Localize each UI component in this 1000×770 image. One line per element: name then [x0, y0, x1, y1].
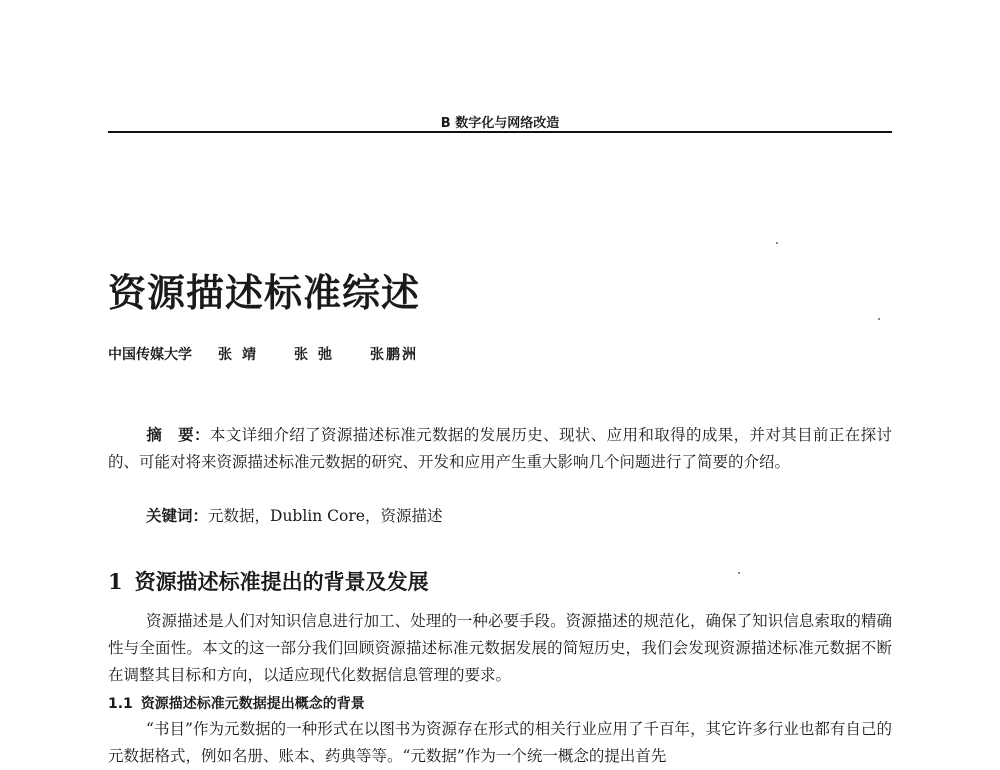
subsection-body: “书目”作为元数据的一种形式在以图书为资源存在形式的相关行业应用了千百年，其它许多行业也都有自己的元数据格式，例如名册、账本、药典等等。“元数据”作为一个统一概念的提出首先 [108, 720, 892, 765]
running-header: B 数字化与网络改造 [440, 116, 560, 131]
author-name: 张靖 [218, 347, 266, 363]
scan-speck [776, 242, 778, 244]
abstract [108, 422, 892, 476]
header-rule [108, 131, 892, 133]
subsection-heading [108, 693, 365, 713]
section-body: 资源描述是人们对知识信息进行加工、处理的一种必要手段。资源描述的规范化，确保了知识信息索取的精确性与全面性。本文的这一部分我们回顾资源描述标准元数据发展的简短历史，我们会发现资源描述标准元数据不断在调整其目标和方向，以适应现代化数据信息管理的要求。 [108, 612, 892, 684]
section-heading [108, 566, 429, 596]
subsection-number: 1.1 [108, 696, 133, 712]
keywords [108, 503, 892, 530]
subsection-title: 资源描述标准元数据提出概念的背景 [140, 696, 365, 712]
abstract-label: 摘 要： [146, 426, 210, 444]
scan-speck [738, 572, 740, 574]
abstract-text: 本文详细介绍了资源描述标准元数据的发展历史、现状、应用和取得的成果，并对其目前正在探讨的、可能对将来资源描述标准元数据的研究、开发和应用产生重大影响几个问题进行了简要的介绍。 [108, 426, 892, 471]
author-name: 张弛 [294, 347, 342, 363]
author-line [108, 344, 418, 364]
scan-speck [878, 318, 880, 320]
affiliation: 中国传媒大学 [108, 347, 192, 363]
section-number: 1 [108, 569, 123, 594]
keywords-label: 关键词： [146, 507, 209, 525]
section-title: 资源描述标准提出的背景及发展 [134, 569, 429, 594]
article-title: 资源描述标准综述 [108, 270, 421, 315]
keywords-text: 元数据，Dublin Core，资源描述 [208, 507, 443, 525]
author-name: 张鹏洲 [370, 347, 418, 363]
